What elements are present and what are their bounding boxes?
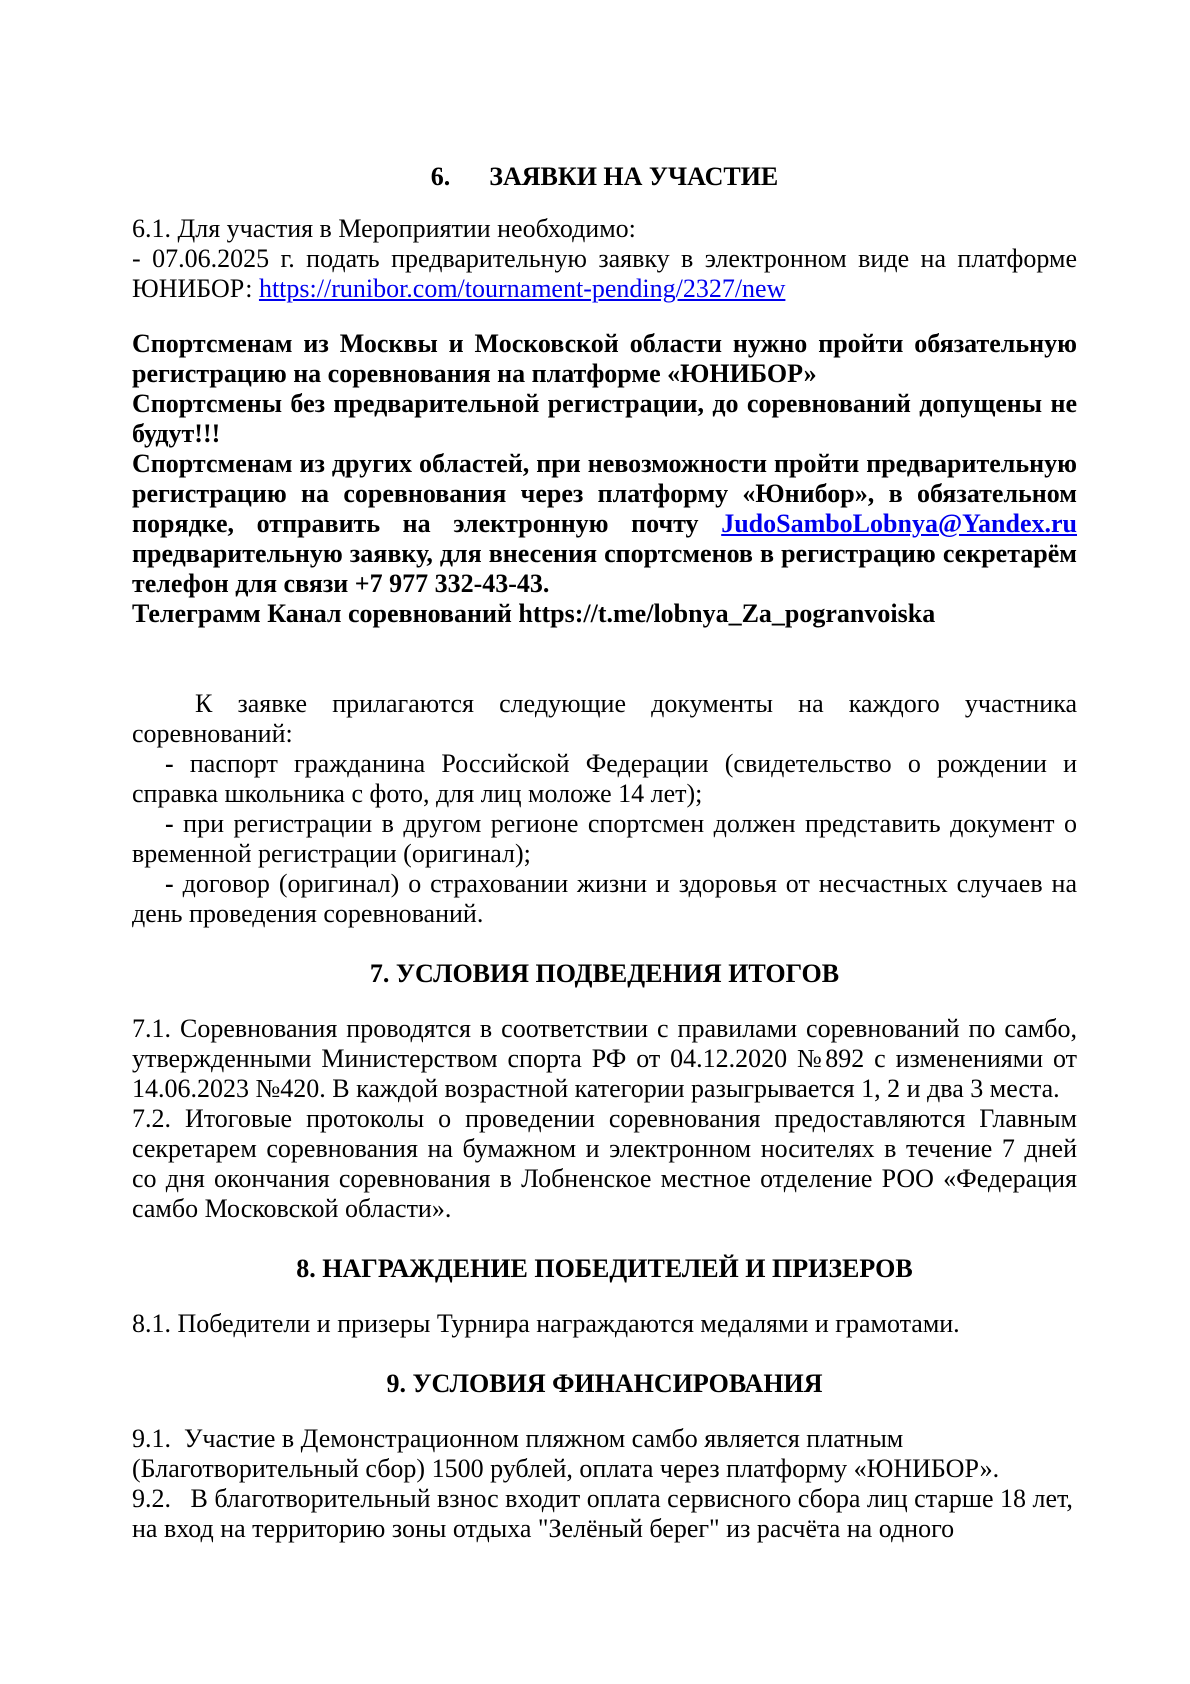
para-6-1-apply-text: - 07.06.2025 г. подать предварительную заявку в электронном виде на платформе ЮНИБОР: bbox=[132, 244, 1077, 303]
para-9-1: 9.1. Участие в Демонстрационном пляжном самбо является платным (Благотворительный сбор) 1500 рублей, оплата через платформу «ЮНИБОР». bbox=[132, 1424, 1000, 1483]
bold-note-telegram: Телеграмм Канал соревнований https://t.me/lobnya_Za_pogranvoiska bbox=[132, 599, 936, 628]
runibor-link[interactable]: https://runibor.com/tournament-pending/2327/new bbox=[258, 274, 786, 303]
bold-note-other-regions bbox=[132, 449, 1077, 599]
para-7-1: 7.1. Соревнования проводятся в соответствии с правилами соревнований по самбо, утвержденными Министерством спорта РФ от 04.12.2020 №892 с изменениями от 14.06.2023 №420. В каждой возрастной категории разыгрывается 1, 2 и два 3 места. bbox=[132, 1014, 1077, 1103]
doc-item-text: договор (оригинал) о страховании жизни и здоровья от несчастных случаев на день проведения соревнований. bbox=[132, 869, 1077, 928]
bold-note-no-registration: Спортсмены без предварительной регистрации, до соревнований допущены не будут!!! bbox=[132, 389, 1077, 448]
email-link[interactable]: JudoSamboLobnya@Yandex.ru bbox=[721, 509, 1077, 538]
para-9-2: 9.2. В благотворительный взнос входит оплата сервисного сбора лиц старше 18 лет, на вход на территорию зоны отдыха "Зелёный берег" из расчёта на одного bbox=[132, 1484, 1080, 1543]
para-8-1: 8.1. Победители и призеры Турнира награждаются медалями и грамотами. bbox=[132, 1309, 960, 1338]
doc-item-temp-registration bbox=[132, 809, 1077, 869]
bold-note-moscow: Спортсменам из Москвы и Московской области нужно пройти обязательную регистрацию на соревнования на платформе «ЮНИБОР» bbox=[132, 329, 1077, 388]
mandatory-registration-note bbox=[132, 329, 1077, 629]
list-dash: - bbox=[165, 809, 174, 838]
section-9-heading: 9. УСЛОВИЯ ФИНАНСИРОВАНИЯ bbox=[386, 1369, 823, 1398]
doc-item-passport bbox=[132, 749, 1077, 809]
section-6-heading: 6. ЗАЯВКИ НА УЧАСТИЕ bbox=[430, 162, 779, 191]
list-dash: - bbox=[165, 749, 174, 778]
doc-item-text: паспорт гражданина Российской Федерации (свидетельство о рождении и справка школьника с фото, для лиц моложе 14 лет); bbox=[132, 749, 1077, 808]
para-7-2: 7.2. Итоговые протоколы о проведении соревнования предоставляются Главным секретарем соревнования на бумажном и электронном носителях в течение 7 дней со дня окончания соревнования в Лобненское местное отделение РОО «Федерация самбо Московской области». bbox=[132, 1104, 1077, 1223]
para-6-1-apply bbox=[132, 244, 1077, 304]
section-8-heading: 8. НАГРАЖДЕНИЕ ПОБЕДИТЕЛЕЙ И ПРИЗЕРОВ bbox=[296, 1254, 913, 1283]
para-docs-intro: К заявке прилагаются следующие документы на каждого участника соревнований: bbox=[132, 689, 1077, 748]
doc-item-insurance bbox=[132, 869, 1077, 929]
bold-note-other-regions-before: Спортсменам из других областей, при невозможности пройти предварительную регистрацию на соревнования через платформу «Юнибор», в обязательном порядке, отправить на электронную почту bbox=[132, 449, 1077, 538]
section-7-heading: 7. УСЛОВИЯ ПОДВЕДЕНИЯ ИТОГОВ bbox=[369, 959, 840, 988]
doc-item-text: при регистрации в другом регионе спортсмен должен представить документ о временной регистрации (оригинал); bbox=[132, 809, 1077, 868]
bold-note-other-regions-after: предварительную заявку, для внесения спортсменов в регистрацию секретарём телефон для связи +7 977 332-43-43. bbox=[132, 539, 1077, 598]
list-dash: - bbox=[165, 869, 174, 898]
para-6-1-intro: 6.1. Для участия в Мероприятии необходимо: bbox=[132, 214, 636, 243]
